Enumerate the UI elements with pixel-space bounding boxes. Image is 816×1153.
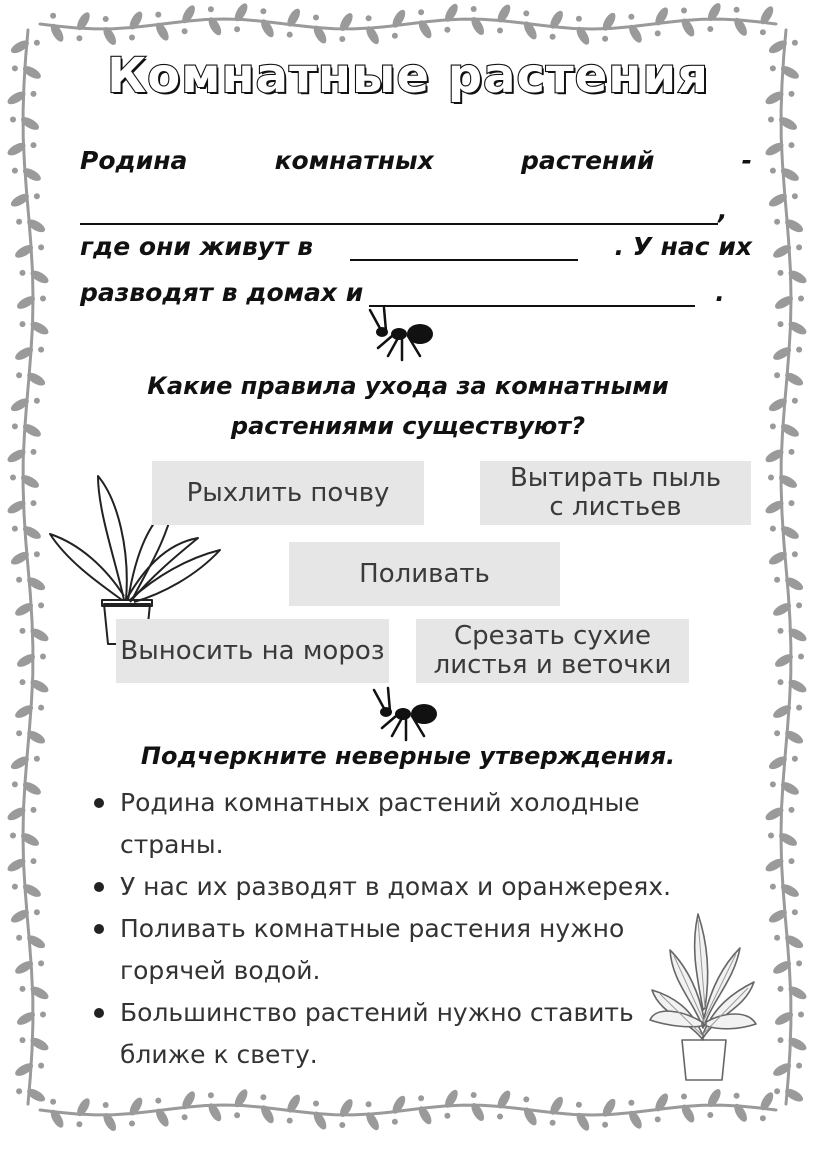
care-option-label: Срезать сухие	[453, 621, 652, 651]
care-option-label: Вытирать пыль	[509, 463, 722, 493]
bullet-icon	[94, 924, 104, 934]
care-option-take-out-frost[interactable]	[116, 619, 389, 683]
fill-in-text: где они живут в	[80, 232, 314, 261]
care-option-label: с листьев	[549, 492, 682, 522]
statement-item[interactable]	[90, 782, 710, 866]
fill-in-word: растений	[521, 146, 655, 175]
care-option-label: Выносить на мороз	[120, 635, 385, 666]
care-question-line-1: Какие правила ухода за комнатными	[147, 372, 669, 400]
statement-line: горячей водой.	[120, 956, 321, 985]
ant-icon	[362, 304, 438, 364]
fill-in-word: комнатных	[274, 146, 434, 175]
care-question-line-2: растениями существуют?	[230, 412, 586, 440]
fill-in-text: . У нас их	[614, 232, 752, 261]
fill-in-word: Родина	[80, 146, 188, 175]
answer-blank-2[interactable]	[350, 233, 578, 261]
care-option-loosen-soil[interactable]	[152, 461, 424, 525]
fill-in-comma: ,	[718, 196, 728, 225]
leafy-houseplant-icon	[648, 910, 758, 1082]
care-option-water[interactable]	[289, 542, 560, 606]
statements-list	[90, 782, 710, 1076]
statement-line: Большинство растений нужно ставить	[120, 998, 634, 1027]
statement-line: ближе к свету.	[120, 1040, 318, 1069]
fill-in-line-4	[80, 278, 752, 307]
care-option-label: Рыхлить почву	[186, 477, 390, 508]
answer-blank-3[interactable]	[369, 279, 695, 307]
bullet-icon	[94, 798, 104, 808]
bullet-icon	[94, 882, 104, 892]
fill-in-word: -	[741, 146, 752, 175]
statements-heading: Подчеркните неверные утверждения.	[140, 742, 676, 770]
care-option-label: листья и веточки	[433, 650, 672, 680]
fill-in-line-3	[80, 232, 752, 261]
statement-item[interactable]	[90, 908, 710, 992]
care-option-wipe-dust[interactable]	[480, 461, 751, 525]
bullet-icon	[94, 1008, 104, 1018]
page-title: Комнатные растения	[107, 48, 709, 104]
statement-line: Родина комнатных растений холодные	[120, 788, 640, 817]
care-option-label: Поливать	[359, 558, 490, 589]
care-option-cut-dry-leaves[interactable]	[416, 619, 689, 683]
answer-blank-1[interactable]	[80, 197, 718, 225]
statement-line: Поливать комнатные растения нужно	[120, 914, 625, 943]
fill-in-line-2	[80, 196, 752, 225]
statement-line: страны.	[120, 830, 224, 859]
ant-icon	[366, 684, 442, 744]
statement-item[interactable]	[90, 992, 710, 1076]
fill-in-dot: .	[715, 278, 725, 307]
fill-in-line-1	[80, 146, 752, 175]
statement-line: У нас их разводят в домах и оранжереях.	[120, 872, 672, 901]
fill-in-text: разводят в домах и	[80, 278, 364, 307]
statement-item[interactable]	[90, 866, 710, 908]
